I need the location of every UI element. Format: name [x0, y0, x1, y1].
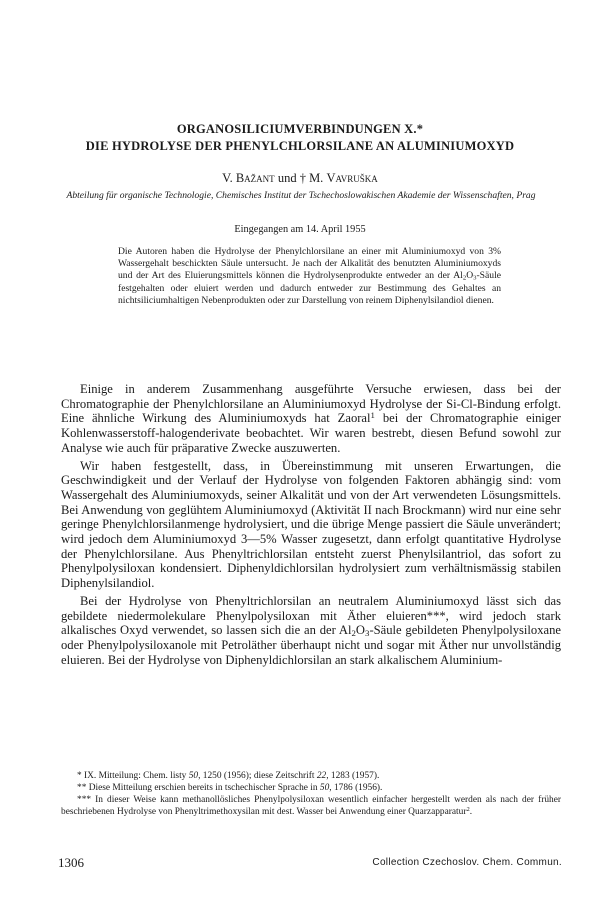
footnote-text: , 1283 (1957).	[326, 771, 380, 781]
authors-line	[40, 171, 560, 186]
footnote-volume: 22	[316, 771, 327, 781]
footnote-text: *** In dieser Weise kann methanollösliches Phenylpolysiloxan wesentlich einfacher hergestellt werden als nach der früher beschriebenen Hydrolyse von Phenyltrimethoxysilan mit dest. Wasser bei Anwendung einer Quarzapparatur	[61, 795, 561, 817]
citation-ref: 2	[466, 806, 470, 814]
paragraph-text: Bei der Hydrolyse von Phenyltrichlorsilan an neutralem Aluminiumoxyd lässt sich das gebildete niedermolekulare Phenylpolysiloxan mit Äther eluieren***, wird jedoch stark alkalisches Oxyd verwendet, so lassen sich die an der Al	[61, 593, 561, 638]
footnote-2	[61, 782, 561, 794]
abstract-subscript-1: 2	[462, 275, 467, 283]
abstract-subscript-2: 3	[473, 275, 477, 283]
paragraph-text: Einige in anderem Zusammenhang ausgeführte Versuche erwiesen, dass bei der Chromatographie der Phenylchlorsilane an Aluminiumoxyd Hydrolyse der Si-Cl-Bindung erfolgt. Eine ähnliche Wirkung des Aluminiumoxyds hat Zaoral	[61, 382, 561, 426]
author-joiner: und †	[274, 171, 310, 185]
abstract-text-1: Die Autoren haben die Hydrolyse der Phenylchlorsilane an einer mit Aluminiumoxyd von 3% Wassergehalt beschickten Säule untersucht. Je nach der Alkalität des benutzten Aluminiumoxyds und der Art des Eluierungsmittels können die Hydrolysenprodukte entweder an der Al	[118, 246, 501, 282]
author-name-1: Bažant	[235, 171, 275, 185]
author-initial-2: M.	[309, 171, 327, 185]
author-name-2: Vavruška	[326, 171, 378, 185]
article-title: DIE HYDROLYSE DER PHENYLCHLORSILANE AN ALUMINIUMOXYD	[85, 139, 515, 153]
body-paragraph-3	[61, 594, 561, 668]
paragraph-text: O	[355, 623, 366, 638]
body-paragraph-2: Wir haben festgestellt, dass, in Übereinstimmung mit unseren Erwartungen, die Geschwindigkeit und der Verlauf der Hydrolyse von folgenden Faktoren abhängig sind: vom Wassergehalt des Aluminiumoxyds, seiner Alkalität und von der Art verwendeten Lösungsmittels. Bei Anwendung von geglühtem Aluminiumoxyd (Aktivität II nach Brockmann) wird nur eine sehr geringe Phenylchlorsilanmenge hydrolysiert, und die übrige Menge passiert die Säule unverändert; wird jedoch dem Aluminiumoxyd 3—5% Wasser zugesetzt, dann erfolgt quantitative Hydrolyse der Phenylchlorsilane. Aus Phenyltrichlorsilan entsteht zuerst Phenylsilantriol, das sofort zu Phenylpolysiloxan kondensiert. Diphenyldichlorsilan hydrolysiert zum verhältnismässig stabilen Diphenylsilandiol.	[61, 458, 561, 591]
footnote-volume: 50	[319, 783, 330, 793]
abstract-text-2: O	[466, 270, 474, 282]
footnote-1	[61, 770, 561, 782]
footnote-text: , 1250 (1956); diese Zeitschrift	[198, 771, 317, 781]
body-paragraph-1	[61, 382, 561, 456]
footnote-text: .	[469, 807, 473, 817]
author-initial-1: V.	[222, 171, 236, 185]
footnote-volume: 50	[188, 771, 199, 781]
footnote-text: ** Diese Mitteilung erschien bereits in tschechischer Sprache in	[77, 783, 320, 793]
body-text	[61, 382, 561, 670]
footnote-text: * IX. Mitteilung: Chem. listy	[77, 771, 189, 781]
page-number: 1306	[58, 855, 84, 870]
article-title-series: ORGANOSILICIUMVERBINDUNGEN X.*	[176, 122, 424, 136]
received-date: Eingegangen am 14. April 1955	[234, 224, 366, 235]
footnote-3	[61, 794, 561, 818]
footnotes	[61, 770, 561, 818]
footnote-text: , 1786 (1956).	[329, 783, 383, 793]
citation-ref: 1	[370, 410, 375, 421]
paragraph-text: -Säule gebildeten Phenylpolysiloxane oder Phenylpolysiloxanole mit Petroläther überhaupt nicht und sogar mit Äther nur unvollständig eluieren. Bei der Hydrolyse von Diphenyldichlorsilan an stark alkalischem Aluminium-	[61, 623, 561, 667]
subscript: 3	[365, 628, 370, 639]
abstract	[118, 246, 501, 307]
abstract-text-3: -Säule festgehalten oder eluiert werden und dadurch entweder zur Bestimmung des Gehaltes an nichtsiliciumhaltigen Nebenprodukten oder zur Darstellung von reinem Diphenylsilandiol dienen.	[118, 270, 501, 306]
subscript: 2	[351, 628, 356, 639]
affiliation: Abteilung für organische Technologie, Chemisches Institut der Tschechoslowakischen Akademie der Wissenschaften, Prag	[66, 190, 536, 201]
journal-name: Collection Czechoslov. Chem. Commun.	[372, 857, 562, 868]
paragraph-text: bei der Chromatographie einiger Kohlenwasserstoff-halogenderivate beobachtet. Wir waren bestrebt, diesen Befund sowohl zur Analyse wie auch für präparative Zwecke auszuwerten.	[61, 411, 561, 455]
